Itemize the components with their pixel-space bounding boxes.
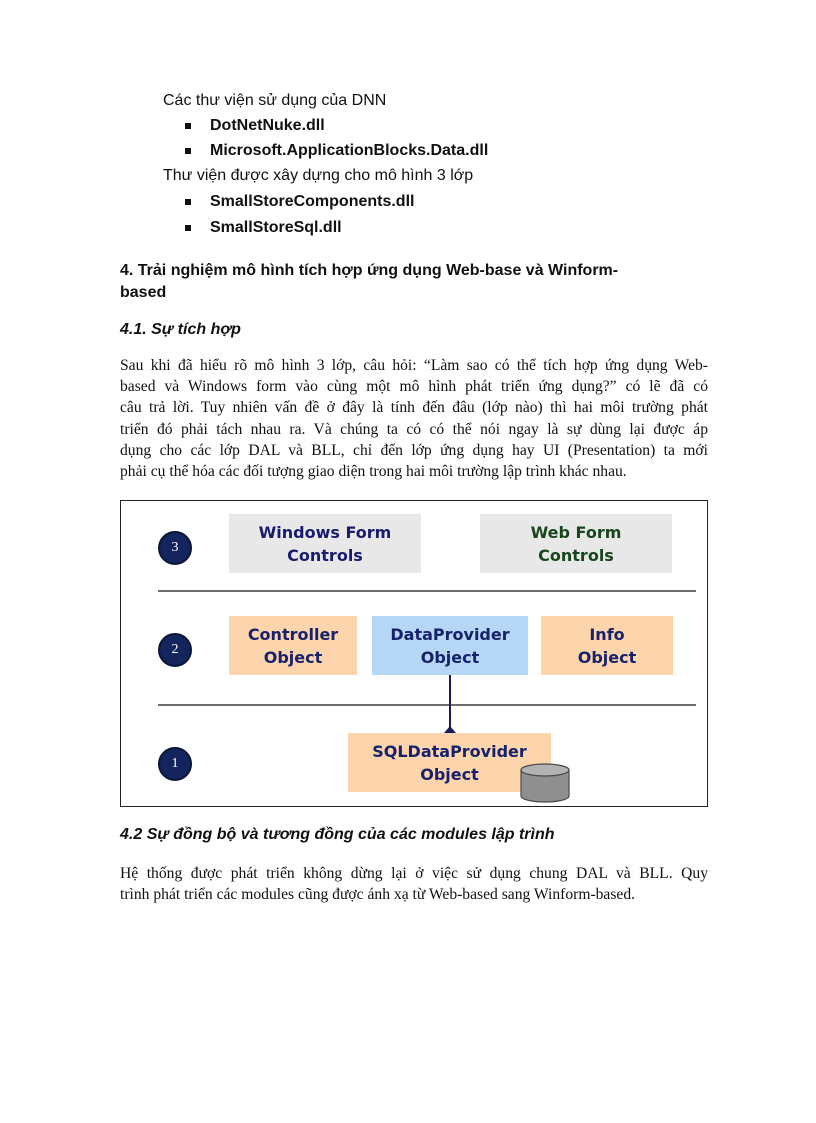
list-item-label: DotNetNuke.dll [210,117,325,134]
libs-heading: Các thư viện sử dụng của DNN [163,92,387,109]
section-4-title-line2: based [120,284,167,301]
bullet-icon [185,148,191,154]
list-item [210,219,342,237]
controller-object-label: Controller Object [247,624,339,667]
paragraph-line: triển đó phải tách nhau ra. Và chúng ta có có thể nói ngay là sự dùng lại được áp [120,420,708,438]
layer-separator [158,704,696,706]
windows-form-controls-label: Windows Form Controls [258,522,392,565]
paragraph-line: câu trả lời. Tuy nhiên vấn đề ở đây là tính đến đâu (lớp nào) thì hai môi trường phát [120,399,708,417]
paragraph-line: trình phát triển các modules cũng được ánh xạ từ Web-based sang Winform-based. [120,886,636,904]
list-item-label: SmallStoreSql.dll [210,219,342,236]
paragraph-line: dụng cho các lớp DAL và BLL, chỉ đến lớp ứng dụng hay UI (Presentation) ta mới [120,441,708,459]
paragraph-line: Sau khi đã hiểu rõ mô hình 3 lớp, câu hỏi: “Làm sao có thể tích hợp ứng dụng Web- [120,357,708,374]
list-item [210,142,488,160]
list-item [210,193,414,211]
paragraph-line: Hệ thống được phát triển không dừng lại ở việc sử dụng chung DAL và BLL. Quy [120,865,708,882]
section-4-title-line1: 4. Trải nghiệm mô hình tích hợp ứng dụng Web-base và Winform- [120,262,619,279]
layer-2-badge: 2 [158,633,192,667]
dataprovider-object-box [372,616,528,675]
section-4-1-paragraph [120,355,708,482]
dataprovider-object-label: DataProvider Object [390,624,510,667]
web-form-controls-label: Web Form Controls [530,522,622,565]
bullet-icon [185,123,191,129]
list-item-label: SmallStoreComponents.dll [210,193,415,210]
layer-1-badge: 1 [158,747,192,781]
bullet-icon [185,199,191,205]
list-item [210,117,325,135]
paragraph-line: phải cụ thể hóa các đối tượng giao diện trong hai môi trường lập trình khác nhau. [120,463,627,481]
three-layer-diagram [120,500,708,807]
windows-form-controls-box [229,514,421,573]
section-4-1-title: 4.1. Sự tích hợp [120,321,241,338]
web-form-controls-box [480,514,672,573]
connector-line [441,675,461,741]
section-4-2-title: 4.2 Sự đồng bộ và tương đồng của các modules lập trình [120,826,555,843]
info-object-label: Info Object [577,624,637,667]
layer-separator [158,590,696,592]
sqldataprovider-object-label: SQLDataProvider Object [372,741,527,784]
controller-object-box [229,616,357,675]
paragraph-line: based và Windows form vào cùng một mô hình phát triển ứng dụng?” có lẽ đã có [120,378,708,396]
list-item-label: Microsoft.ApplicationBlocks.Data.dll [210,142,489,159]
model-heading: Thư viện được xây dựng cho mô hình 3 lớp [163,167,474,184]
bullet-icon [185,225,191,231]
database-icon [519,763,571,805]
section-4-2-paragraph [120,863,708,905]
layer-3-badge: 3 [158,531,192,565]
info-object-box [541,616,673,675]
